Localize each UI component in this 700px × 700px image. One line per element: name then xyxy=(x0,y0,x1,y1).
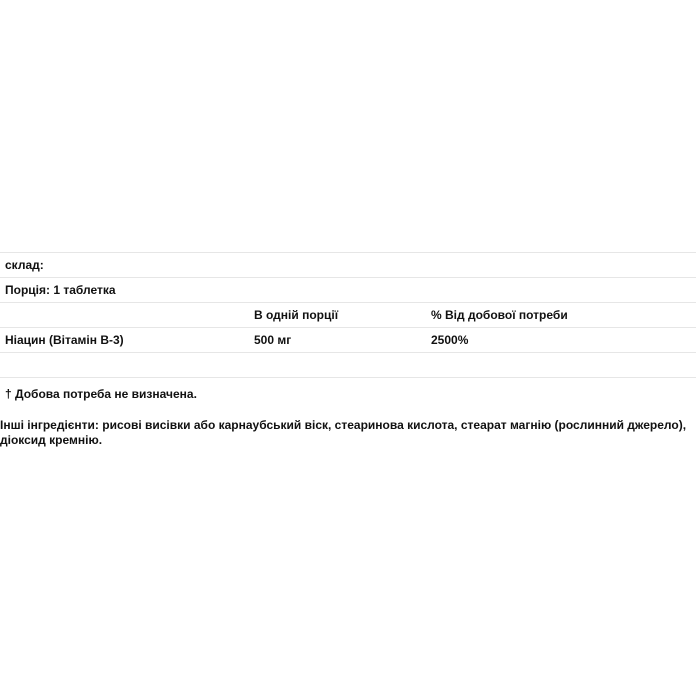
serving-size: Порція: 1 таблетка xyxy=(5,283,116,297)
table-header-row xyxy=(0,302,696,327)
nutrient-amount: 500 мг xyxy=(254,333,292,347)
composition-heading-row xyxy=(0,252,696,277)
other-ingredients: Інші інгредієнти: рисові висівки або карнаубський віск, стеаринова кислота, стеарат магнію (рослинний джерело), діоксид кремнію. xyxy=(0,418,687,447)
serving-size-row xyxy=(0,277,696,302)
daily-value-header: % Від добової потреби xyxy=(431,308,568,322)
daily-value-footnote: † Добова потреба не визначена. xyxy=(5,387,197,401)
table-row xyxy=(0,327,696,352)
empty-row xyxy=(0,352,696,378)
supplement-facts-table xyxy=(0,252,696,378)
nutrient-name: Ніацин (Вітамін В-3) xyxy=(5,333,124,347)
nutrient-daily-value: 2500% xyxy=(431,333,469,347)
per-serving-header: В одній порції xyxy=(254,308,339,322)
composition-heading: склад: xyxy=(5,258,44,272)
